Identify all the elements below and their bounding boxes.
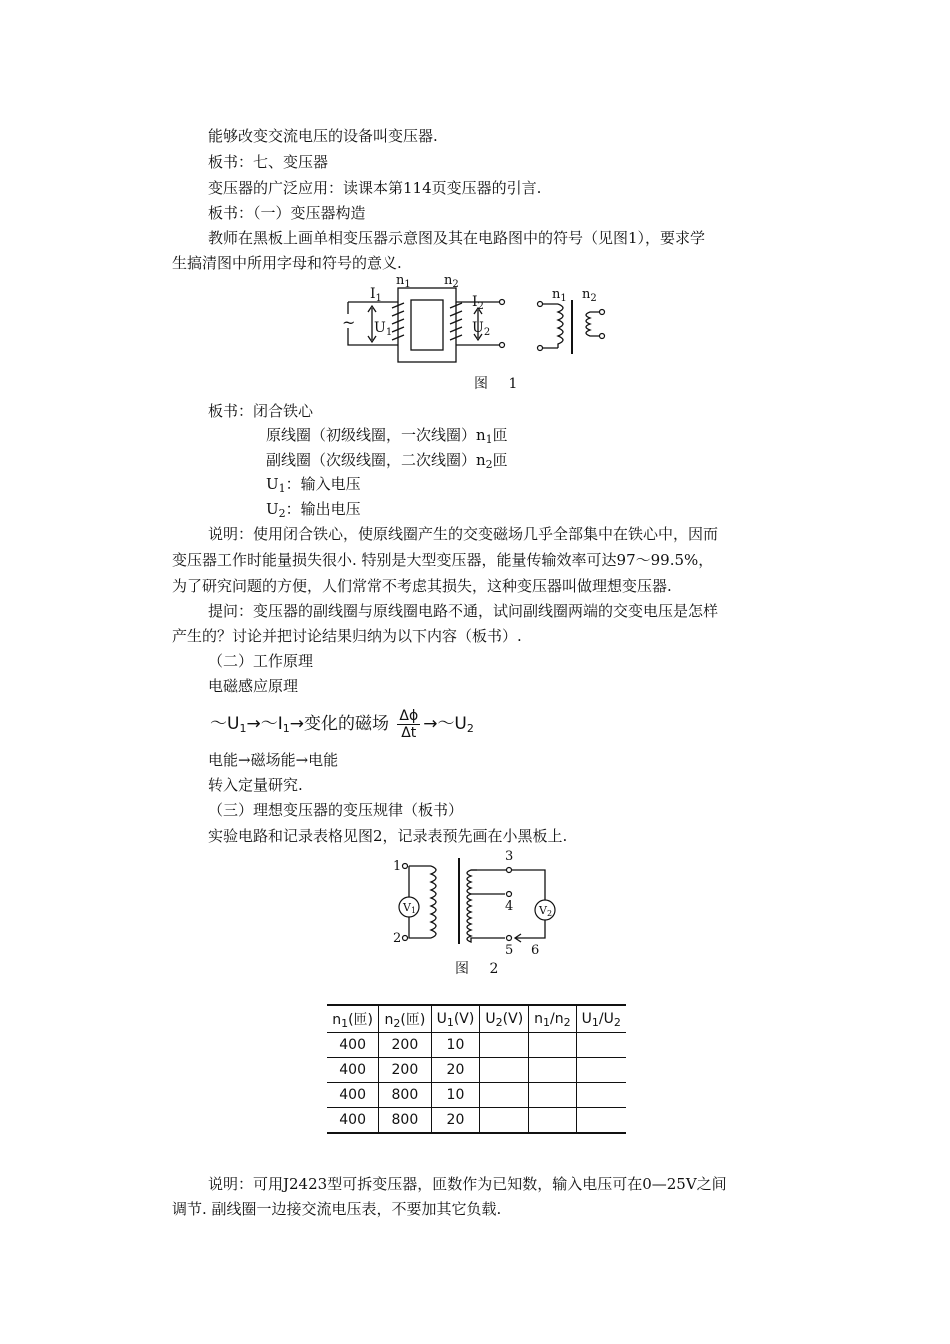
explanation-line-3: 为了研究问题的方便，人们常常不考虑其损失，这种变压器叫做理想变压器. bbox=[172, 577, 672, 595]
structure-secondary: 副线圈（次级线圈，二次线圈）$n_2$匝 bbox=[266, 451, 508, 471]
terminal-5 bbox=[507, 936, 512, 941]
figure-1-caption: 图 1 bbox=[474, 376, 526, 392]
symbol-terminal-4 bbox=[600, 334, 605, 339]
terminal-label-5: 5 bbox=[505, 943, 514, 958]
movable-lead-6 bbox=[515, 934, 535, 942]
table-cell: 10 bbox=[431, 1033, 480, 1058]
note-line-1: 说明：可用J2423型可拆变压器，匝数作为已知数，输入电压可在0—25V之间 bbox=[208, 1175, 727, 1193]
col-u1-header: $U_1(V)$ bbox=[431, 1005, 480, 1033]
col-n2-header: $n_2$(匝) bbox=[379, 1005, 431, 1033]
figure-2-experiment-circuit bbox=[385, 846, 575, 958]
intro-line-2: 板书：七、变压器 bbox=[208, 153, 329, 171]
table-row bbox=[327, 1033, 626, 1058]
table-row bbox=[327, 1108, 626, 1134]
terminal-out-top bbox=[500, 300, 505, 305]
symbol-secondary-coil bbox=[586, 312, 600, 336]
record-table bbox=[327, 1004, 626, 1134]
table-header-row bbox=[327, 1005, 626, 1033]
table-cell: 20 bbox=[431, 1058, 480, 1083]
label-n2: $n_2$ bbox=[444, 273, 459, 290]
principle-energy: 电能→磁场能→电能 bbox=[208, 751, 339, 769]
table-cell: 400 bbox=[327, 1033, 379, 1058]
voltmeter-v1-label: V1 bbox=[403, 901, 417, 915]
table-cell: 10 bbox=[431, 1083, 480, 1108]
table-cell: 200 bbox=[379, 1033, 431, 1058]
col-n-ratio-header: $n_1/n_2$ bbox=[529, 1005, 576, 1033]
symbol-primary-leads bbox=[542, 304, 558, 348]
label-n1: $n_1$ bbox=[396, 273, 411, 290]
voltmeter-v2-label: V2 bbox=[539, 904, 553, 918]
table-cell bbox=[480, 1083, 529, 1108]
structure-u2: $U_2$：输出电压 bbox=[266, 500, 361, 520]
label-i2: $I_2$ bbox=[472, 294, 484, 312]
table-row bbox=[327, 1083, 626, 1108]
label-u1: $U_1$ bbox=[374, 320, 393, 338]
terminal-4 bbox=[507, 892, 512, 897]
col-u-ratio-header: $U_1/U_2$ bbox=[576, 1005, 626, 1033]
symbol-primary-coil bbox=[558, 304, 563, 348]
iron-core-outer bbox=[398, 288, 456, 362]
terminal-out-bottom bbox=[500, 343, 505, 348]
table-cell: 200 bbox=[379, 1058, 431, 1083]
terminal-label-2: 2 bbox=[393, 931, 402, 946]
table-row bbox=[327, 1058, 626, 1083]
intro-line-1: 能够改变交流电压的设备叫变压器. bbox=[208, 127, 438, 145]
iron-core-inner bbox=[411, 300, 443, 350]
figure-2-caption: 图 2 bbox=[455, 961, 507, 977]
table-cell bbox=[480, 1058, 529, 1083]
intro-line-4: 板书：（一）变压器构造 bbox=[208, 204, 366, 222]
table-cell bbox=[480, 1108, 529, 1134]
intro-line-5a: 教师在黑板上画单相变压器示意图及其在电路图中的符号（见图1），要求学 bbox=[208, 229, 706, 247]
rules-heading: （三）理想变压器的变压规律（板书） bbox=[208, 801, 464, 819]
terminal-label-1: 1 bbox=[393, 859, 402, 874]
terminal-label-4: 4 bbox=[505, 899, 514, 914]
intro-line-3: 变压器的广泛应用：读课本第114页变压器的引言. bbox=[208, 179, 542, 197]
question-line-1: 提问：变压器的副线圈与原线圈电路不通，试问副线圈两端的交变电压是怎样 bbox=[208, 602, 719, 620]
table-cell: 400 bbox=[327, 1058, 379, 1083]
fraction-delta-phi-over-delta-t: $\frac{\Delta\phi}{\Delta t}$ bbox=[399, 707, 419, 741]
explanation-line-2: 变压器工作时能量损失很小. 特别是大型变压器，能量传输效率可达97～99.5%， bbox=[172, 551, 714, 569]
table-cell bbox=[576, 1108, 626, 1134]
col-u2-header: $U_2(V)$ bbox=[480, 1005, 529, 1033]
note-line-2: 调节. 副线圈一边接交流电压表，不要加其它负载. bbox=[172, 1200, 502, 1218]
principle-subheading: 电磁感应原理 bbox=[208, 677, 299, 695]
table-cell bbox=[529, 1108, 576, 1134]
terminal-1 bbox=[403, 864, 408, 869]
table-cell: 800 bbox=[379, 1083, 431, 1108]
table-cell bbox=[529, 1033, 576, 1058]
table-cell: 20 bbox=[431, 1108, 480, 1134]
symbol-terminal-2 bbox=[538, 346, 543, 351]
terminal-label-6: 6 bbox=[531, 943, 540, 958]
structure-u1: $U_1$：输入电压 bbox=[266, 475, 361, 495]
terminal-2 bbox=[403, 936, 408, 941]
table-cell bbox=[529, 1083, 576, 1108]
explanation-line-1: 说明：使用闭合铁心，使原线圈产生的交变磁场几乎全部集中在铁心中，因而 bbox=[208, 525, 719, 543]
terminal-3 bbox=[507, 868, 512, 873]
symbol-terminal-3 bbox=[600, 310, 605, 315]
ac-source-symbol: ~ bbox=[342, 313, 356, 332]
label-u2: $U_2$ bbox=[472, 320, 491, 338]
table-cell bbox=[576, 1033, 626, 1058]
principle-heading: （二）工作原理 bbox=[208, 652, 314, 670]
symbol-label-n2: $n_2$ bbox=[582, 287, 597, 304]
table-cell bbox=[480, 1033, 529, 1058]
intro-line-5b: 生搞清图中所用字母和符号的意义. bbox=[172, 254, 402, 272]
table-cell: 800 bbox=[379, 1108, 431, 1134]
table-cell bbox=[529, 1058, 576, 1083]
table-cell: 400 bbox=[327, 1108, 379, 1134]
rules-intro: 实验电路和记录表格见图2，记录表预先画在小黑板上. bbox=[208, 827, 568, 845]
symbol-label-n1: $n_1$ bbox=[552, 287, 567, 304]
structure-primary: 原线圈（初级线圈，一次线圈）$n_1$匝 bbox=[266, 426, 508, 446]
table-cell bbox=[576, 1083, 626, 1108]
symbol-terminal-1 bbox=[538, 302, 543, 307]
col-n1-header: $n_1$(匝) bbox=[327, 1005, 379, 1033]
principle-transition: 转入定量研究. bbox=[208, 776, 303, 794]
label-i1: $I_1$ bbox=[370, 286, 382, 304]
terminal-label-3: 3 bbox=[505, 849, 514, 864]
structure-heading: 板书：闭合铁心 bbox=[208, 402, 314, 420]
secondary-coil-tapped bbox=[467, 870, 505, 942]
question-line-2: 产生的？讨论并把讨论结果归纳为以下内容（板书）. bbox=[172, 627, 522, 645]
primary-coil bbox=[431, 866, 436, 938]
principle-chain: $\sim U_1\to\sim I_1\to$变化的磁场 $\frac{\Delta\phi}{\Delta t}$ $\to\sim U_2$ bbox=[210, 707, 474, 741]
table-cell: 400 bbox=[327, 1083, 379, 1108]
table-cell bbox=[576, 1058, 626, 1083]
figure-1-transformer-diagram bbox=[330, 270, 630, 370]
